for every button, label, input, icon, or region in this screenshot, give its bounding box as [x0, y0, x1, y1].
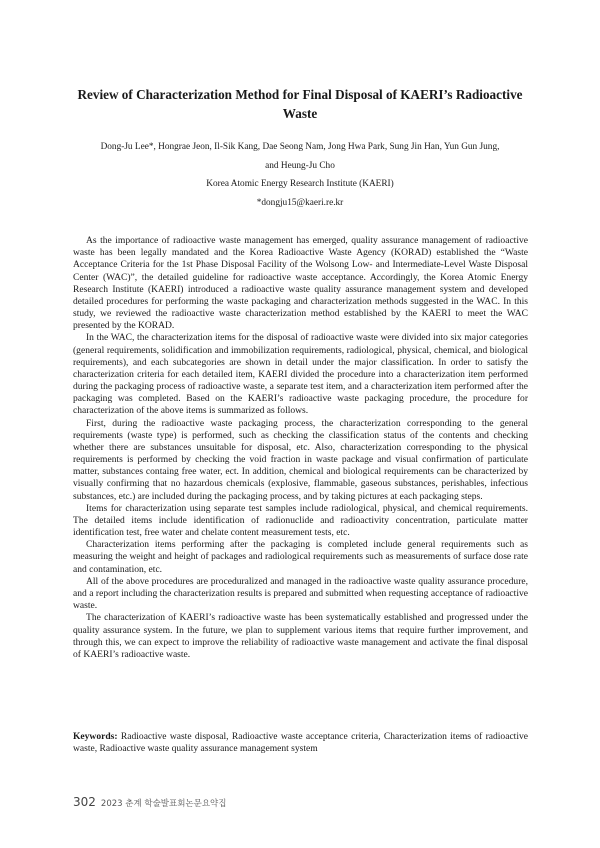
author-list-continued: and Heung-Ju Cho: [265, 161, 335, 171]
abstract-paragraph: All of the above procedures are proceduralized and managed in the radioactive waste quality assurance procedure, and a report including the characterization results is prepared and submitted when requesting acceptance of radioactive waste.: [73, 575, 528, 612]
abstract-paragraph: As the importance of radioactive waste management has emerged, quality assurance management of radioactive waste has been legally mandated and the Korea Radioactive Waste Agency (KORAD) established the “Waste Acceptance Criteria for the 1st Phase Disposal Facility of the Wolsong Low- and Intermediate-Level Waste Disposal Center (WAC)”, the detailed guideline for radioactive waste acceptance. Accordingly, the Korea Atomic Energy Research Institute (KAERI) introduced a radioactive waste quality assurance management system and developed detailed procedures for performing the waste packaging and characterization methods suggested in the WAC. In this study, we reviewed the radioactive waste characterization method established by the KAERI to meet the WAC presented by the KORAD.: [73, 235, 528, 332]
author-list: Dong-Ju Lee*, Hongrae Jeon, Il-Sik Kang, Dae Seong Nam, Jong Hwa Park, Sung Jin Han, Yun Gun Jung,: [100, 142, 500, 152]
proceedings-title: 2023 춘계 학술발표회논문요약집: [100, 799, 227, 809]
abstract-paragraph: First, during the radioactive waste packaging process, the characterization corresponding to the general requirements (waste type) is performed, such as checking the classification status of the contents and checking whether there are substances unsuitable for disposal, etc. Also, characterization corresponding to the physical requirements is performed by checking the void fraction in waste package and visual confirmation of particulate matter, substances containg free water, ect. In addition, chemical and biological requirements can be characterized by visually confirming that no hazardous chemicals (explosive, flammable, gaseous substances, perishables, infectious substances, etc.) are included during the packaging process, and by taking pictures at each packaging steps.: [73, 417, 528, 502]
abstract-paragraph: The characterization of KAERI’s radioactive waste has been systematically established and progressed under the quality assurance system. In the future, we plan to supplement various items that require further improvement, and through this, we can expect to improve the reliability of radioactive waste management and activate the final disposal of KAERI’s radioactive waste.: [73, 612, 528, 660]
abstract-paragraph: In the WAC, the characterization items for the disposal of radioactive waste were divided into six major categories (general requirements, solidification and immobilization requirements, radiological, physical, chemical, and biological requirements), and each subcategories are shown in detail under the major classification. In order to satisfy the characterization criteria for each detailed item, KAERI divided the procedure into a characterization item performed during the packaging process of radioactive waste, a separate test item, and a characterization item performed after the packaging was completed. Based on the KAERI’s radioactive waste packaging procedure, the procedure for characterization of the above items is summarized as follows.: [73, 332, 528, 417]
keywords-section: [73, 731, 528, 755]
keywords-label: Keywords:: [73, 731, 118, 742]
paper-title: Review of Characterization Method for Final Disposal of KAERI’s Radioactive Waste: [77, 87, 523, 121]
abstract-paragraph: Characterization items performing after the packaging is completed include general requirements such as measuring the weight and height of packages and radiological requirements such as measurements of surface dose rate and contamination, etc.: [73, 539, 528, 575]
affiliation: Korea Atomic Energy Research Institute (KAERI): [206, 179, 394, 189]
abstract-body: [73, 235, 528, 661]
corresponding-email: *dongju15@kaeri.re.kr: [256, 198, 344, 208]
page-footer: [73, 791, 226, 810]
page-number: 302: [73, 795, 96, 809]
abstract-paragraph: Items for characterization using separate test samples include radiological, physical, and chemical requirements. The detailed items include identification of radionuclide and radioactivity concentration, particulate matter identification test, free water and chelate content measurement tests, etc.: [73, 502, 528, 539]
keywords-text: Radioactive waste disposal, Radioactive waste acceptance criteria, Characterization items of radioactive waste, Radioactive waste quality assurance management system: [73, 731, 528, 755]
